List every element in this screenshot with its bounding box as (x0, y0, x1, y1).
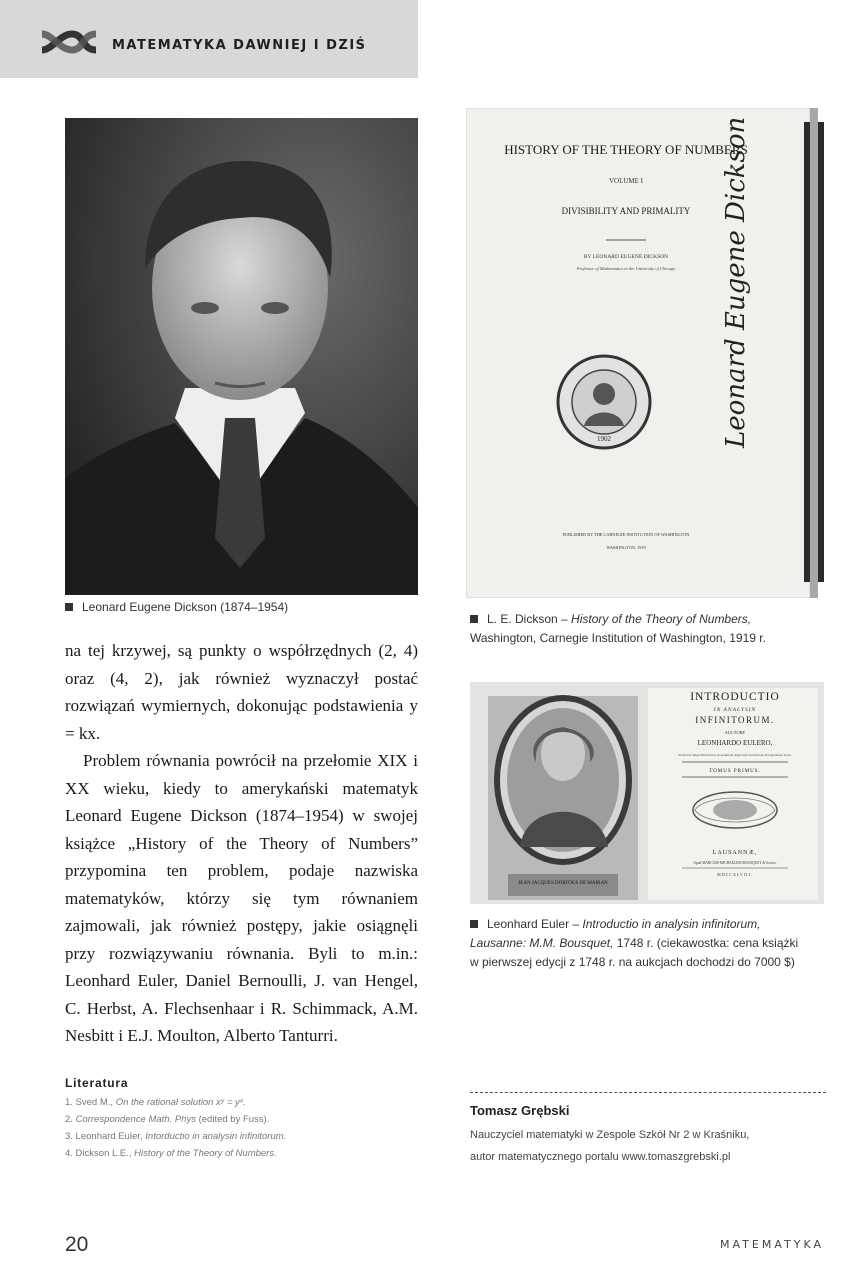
book1-by: BY LEONARD EUGENE DICKSON (583, 254, 669, 260)
dickson-book-title-page (466, 108, 824, 598)
page-number: 20 (65, 1233, 89, 1256)
book2-line6: Professore Regio Berolinensi, & Academiæ Imperialis Scientiarum Petropolitanæ Socio. (678, 753, 792, 757)
paragraph-1: na tej krzywej, są punkty o współrzędnych (2, 4) oraz (4, 2), jak również wyznaczył postać rozwiązań wymiernych, dokonując podstawienia y = kx. (65, 641, 418, 743)
section-title: MATEMATYKA DAWNIEJ I DZIŚ (112, 38, 367, 53)
bullet-square-icon (65, 603, 73, 611)
book1-title: HISTORY OF THE THEORY OF NUMBERS (504, 142, 748, 157)
paragraph-2: Problem równania powrócił na przełomie XIX i XX wieku, kiedy to amerykański matematyk Leonard Eugene Dickson (1874–1954) w swojej książce „History of the Theory of Numbers” przypomina ten problem, podaje nazwiska matematyków, którzy się tym równaniem zajmowali, jak również postępy, jakie osiągnęli przy rozwiązywaniu równania. Byli to m.in.: Leonhard Euler, Daniel Bernoulli, J. van Hengel, C. Herbst, A. Flechsenhaar i R. Schimmack, A.M. Nesbitt i E.J. Moulton, Alberto Tanturri. (65, 751, 418, 1045)
literature-title: Literatura (65, 1076, 129, 1090)
book2-line8: LAUSANNÆ, (712, 850, 758, 856)
portrait-label: JEAN JACQUES DORTOUS DE MAIRAN (518, 881, 608, 886)
author-bio-line: autor matematycznego portalu www.tomaszgrebski.pl (470, 1151, 731, 1163)
magazine-name: MATEMATYKA (720, 1238, 824, 1251)
portrait-caption: Leonard Eugene Dickson (1874–1954) (65, 598, 288, 617)
bullet-square-icon (470, 920, 478, 928)
author-name: Tomasz Grębski (470, 1103, 570, 1118)
book2-line9: Apud MARCUM-MICHAELEM BOUSQUET & Socios. (693, 861, 777, 865)
dickson-portrait-photo (65, 118, 418, 595)
magazine-logo-icon (38, 20, 104, 66)
literature-item: 3. Leonhard Euler, Intorductio in analysin infinitorum. (65, 1131, 287, 1142)
book1-caption: L. E. Dickson – History of the Theory of Numbers, Washington, Carnegie Institution of Washington, 1919 r. (470, 612, 766, 645)
dickson-signature: Leonard Eugene Dickson (721, 116, 751, 448)
literature-item: 1. Sved M., On the rational solution xʸ = yˣ. (65, 1097, 246, 1108)
book1-seal-year: 1902 (597, 435, 611, 443)
book2-line1: INTRODUCTIO (690, 691, 780, 703)
literature-item: 4. Dickson L.E., History of the Theory of Numbers. (65, 1148, 277, 1159)
book1-place: WASHINGTON, 1919 (606, 545, 646, 550)
euler-book-spread (470, 682, 824, 904)
book2-line4: AUCTORE (724, 730, 746, 735)
book2-caption: Leonhard Euler – Introductio in analysin infinitorum, Lausanne: M.M. Bousquet, 1748 r. (ciekawostka: cena książki w pierwszej edycji z 1748 r. na aukcjach dochodzi do 7000 $) (470, 917, 799, 969)
book2-line10: MDCCXLVIII. (717, 872, 753, 877)
book1-affiliation: Professor of Mathematics in the University of Chicago (576, 266, 676, 271)
book2-line3: INFINITORUM. (695, 715, 775, 725)
literature-section (65, 1076, 425, 1162)
book1-volume: VOLUME I (608, 177, 644, 185)
book2-line5: LEONHARDO EULERO, (697, 739, 773, 747)
book1-subtitle: DIVISIBILITY AND PRIMALITY (561, 206, 691, 216)
book1-publisher: PUBLISHED BY THE CARNEGIE INSTITUTION OF WASHINGTON (562, 532, 690, 537)
book2-line7: TOMUS PRIMUS. (709, 769, 761, 774)
author-bio-line: Nauczyciel matematyki w Zespole Szkół Nr 2 w Kraśniku, (470, 1129, 750, 1141)
article-body (65, 637, 418, 1050)
book2-line2: IN ANALYSIN (713, 707, 757, 713)
author-box (470, 1092, 826, 1168)
bullet-square-icon (470, 615, 478, 623)
header-band (0, 0, 418, 78)
literature-item: 2. Correspondence Math. Phys (edited by Fuss). (65, 1114, 270, 1125)
